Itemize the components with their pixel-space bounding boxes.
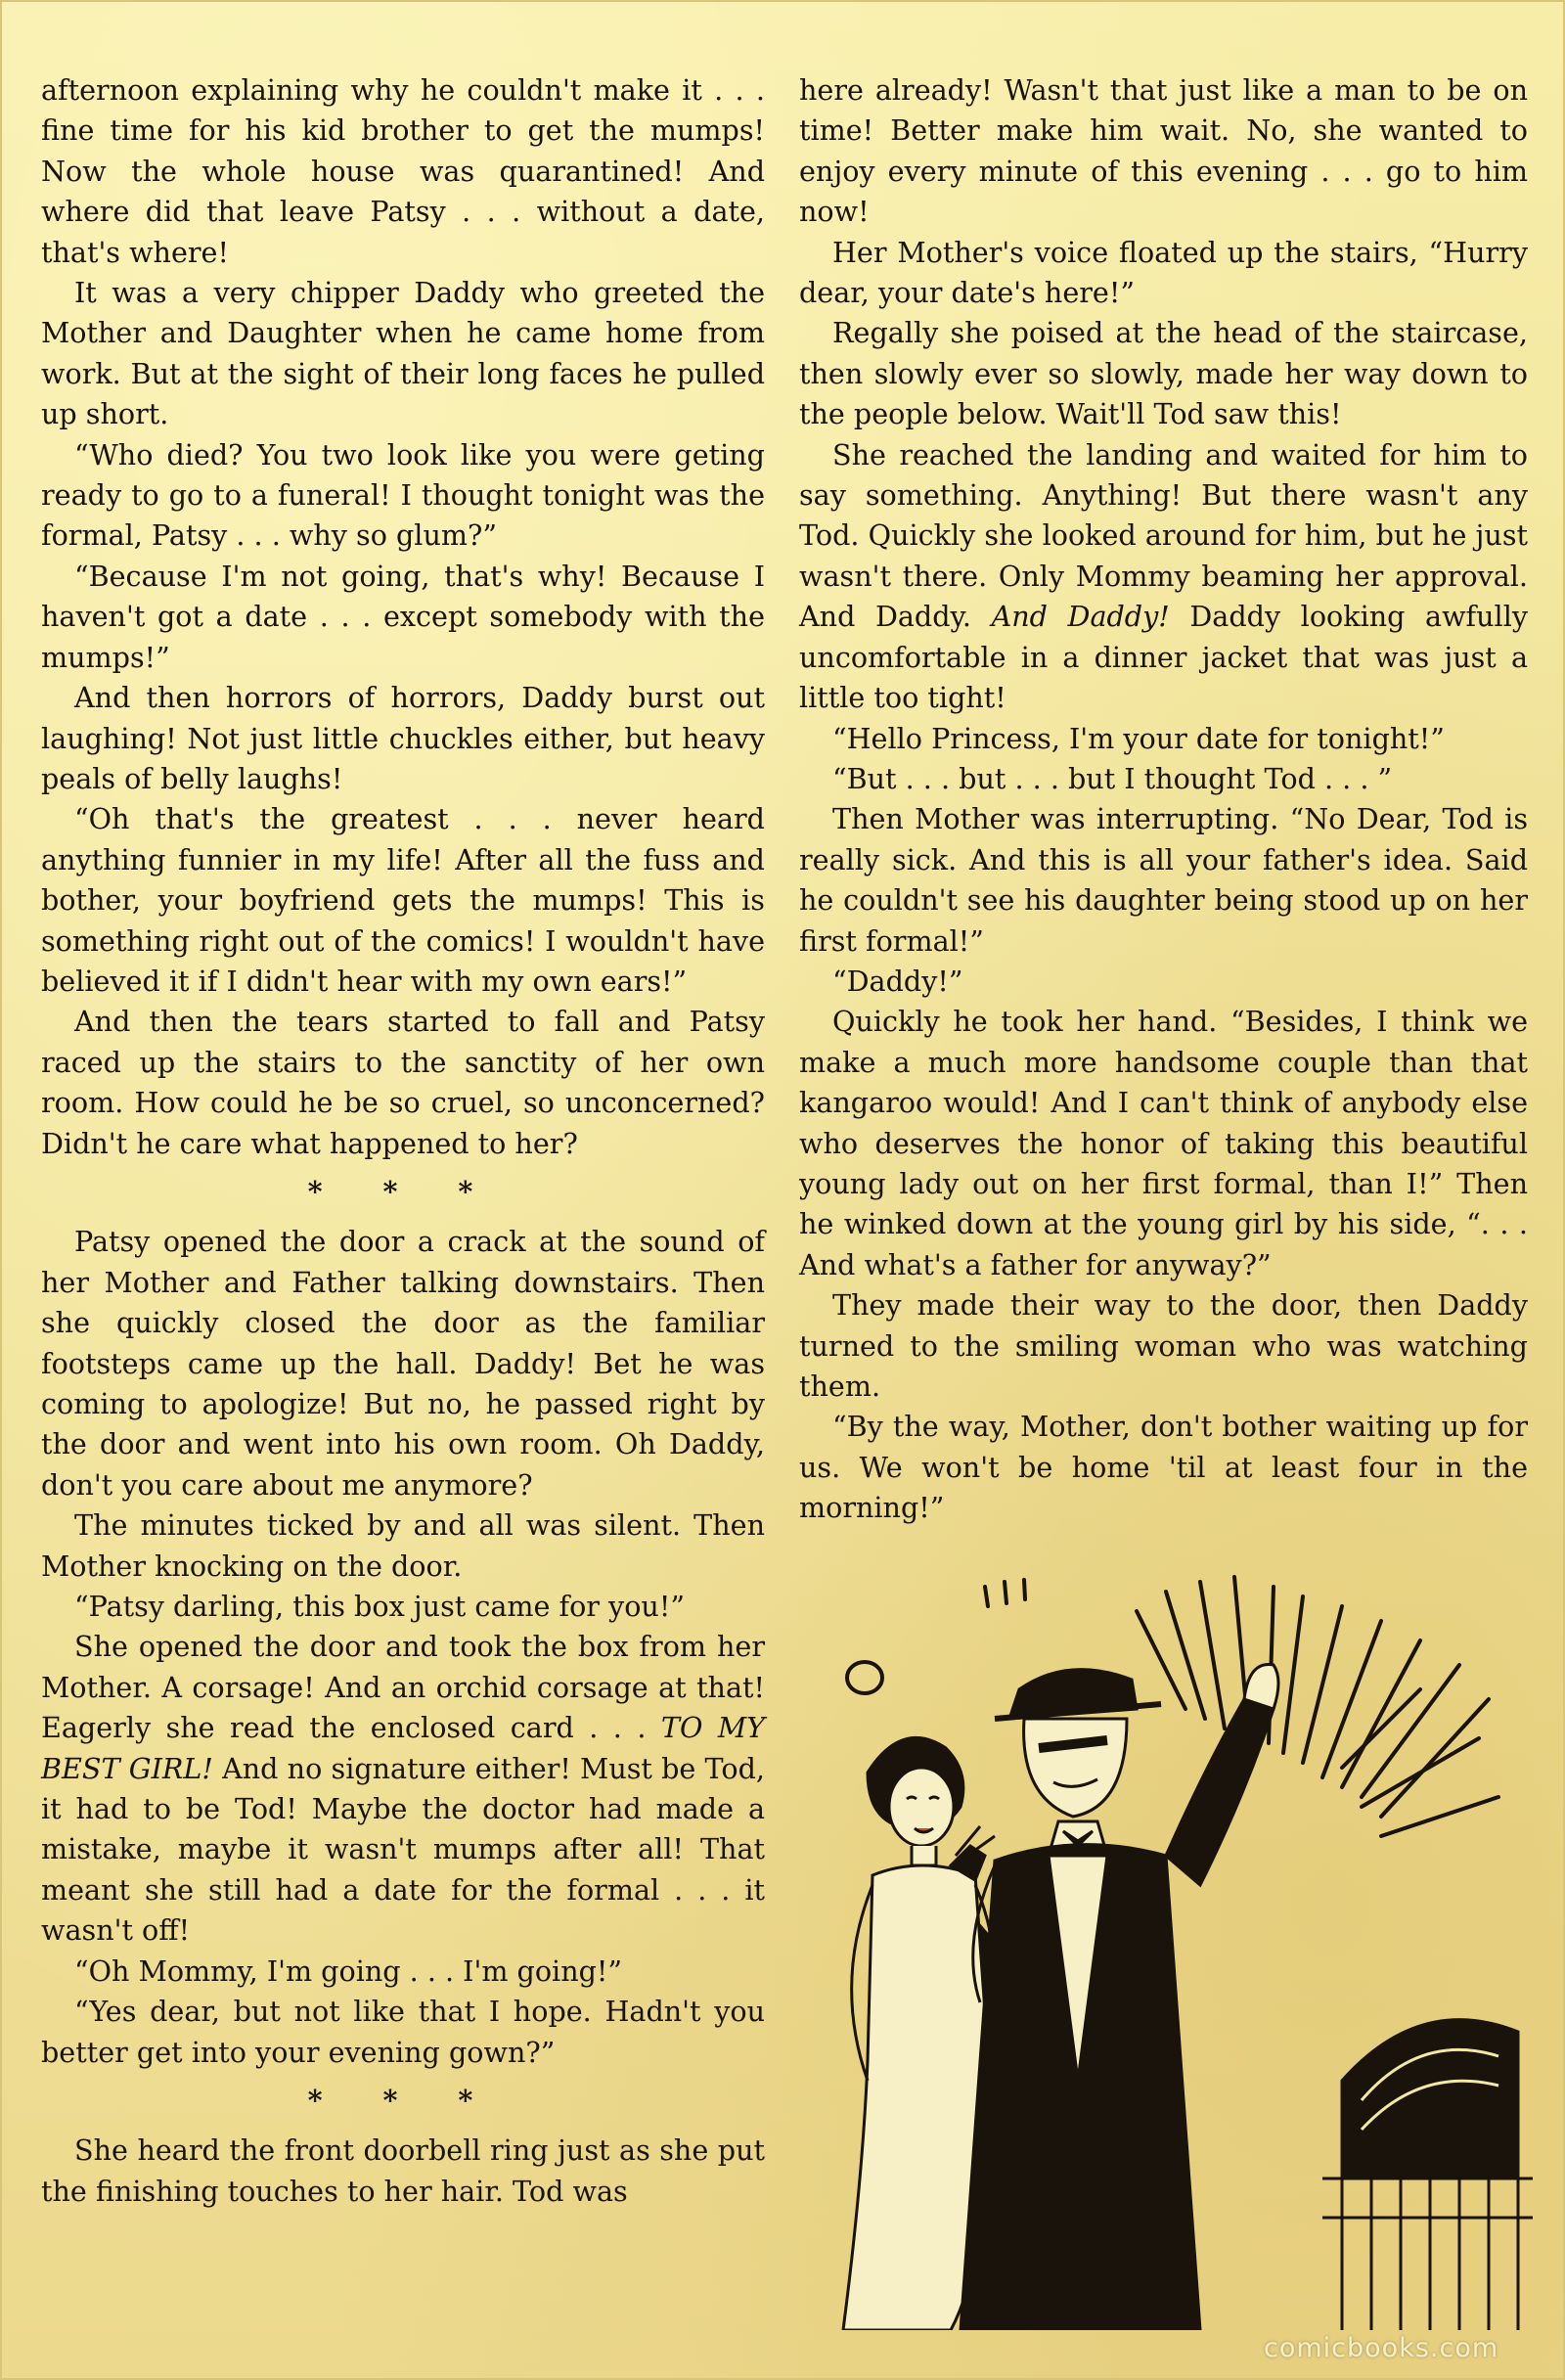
paragraph-card: [41, 1627, 765, 1951]
paragraph: The minutes ticked by and all was silent. Then Mother knocking on the door.: [41, 1508, 765, 1583]
watermark: comicbooks.com: [1264, 2333, 1499, 2363]
paragraph: “Because I'm not going, that's why! Because I haven't got a date . . . except somebody with the mumps!”: [41, 559, 765, 674]
emphasis-text: And Daddy!: [991, 600, 1170, 634]
paragraph-daddy: [799, 435, 1528, 719]
paragraph: “Oh that's the greatest . . . never heard anything funnier in my life! After all the fuss and bother, your boyfriend gets the mumps! This is something right out of the comics! I wouldn't have believed it if I didn't hear with my own ears!”: [41, 802, 765, 998]
paragraph: here already! Wasn't that just like a man to be on time! Better make him wait. No, she wanted to enjoy every minute of this evening . . . go to him now!: [799, 73, 1528, 229]
paragraph: It was a very chipper Daddy who greeted the Mother and Daughter when he came home from work. But at the sight of their long faces he pulled up short.: [41, 276, 765, 431]
paragraph: And then horrors of horrors, Daddy burst out laughing! Not just little chuckles either, but heavy peals of belly laughs!: [41, 681, 765, 795]
paragraph: She heard the front doorbell ring just as she put the finishing touches to her hair. Tod was: [41, 2133, 765, 2208]
paragraph: “Oh Mommy, I'm going . . . I'm going!”: [74, 1953, 623, 1988]
paragraph: “But . . . but . . . but I thought Tod . . . ”: [832, 761, 1393, 795]
paragraph: “Daddy!”: [832, 964, 963, 998]
scene-break-1: * * *: [307, 1174, 499, 1208]
card-text: TO MY BEST GIRL!: [41, 1711, 765, 1785]
paragraph: Her Mother's voice floated up the stairs, “Hurry dear, your date's here!”: [799, 235, 1528, 310]
scene-break-2: * * *: [307, 2083, 499, 2117]
paragraph-part: Daddy looking awfully uncomfortable in a dinner jacket that was just a little too tight!: [799, 600, 1528, 715]
paragraph: “Yes dear, but not like that I hope. Hadn't you better get into your evening gown?”: [41, 1995, 765, 2069]
paragraph-part: She opened the door and took the box from her Mother. A corsage! And an orchid corsage at that! Eagerly she read the enclosed card . . .: [41, 1630, 765, 1745]
paragraph: Then Mother was interrupting. “No Dear, Tod is really sick. And this is all your father's idea. Said he couldn't see his daughter being stood up on her first formal!”: [799, 802, 1528, 958]
left-text-column: [41, 70, 765, 2212]
paragraph: “Patsy darling, this box just came for you!”: [74, 1590, 685, 1624]
paragraph-part: And no signature either! Must be Tod, it had to be Tod! Maybe the doctor had made a mistake, maybe it wasn't mumps after all! That meant she still had a date for the formal . . . it wasn't off!: [41, 1751, 766, 1948]
paragraph: afternoon explaining why he couldn't make it . . . fine time for his kid brother to get the mumps! Now the whole house was quarantined! And where did that leave Patsy . . . without a date, that's where!: [41, 73, 765, 269]
paragraph: Patsy opened the door a crack at the sound of her Mother and Father talking downstairs. Then she quickly closed the door as the familiar footsteps came up the hall. Daddy! Bet he was coming to apologize! But no, he passed right by the door and went into his own room. Oh Daddy, don't you care about me anymore?: [41, 1225, 765, 1502]
paragraph: Regally she poised at the head of the staircase, then slowly ever so slowly, made her way down to the people below. Wait'll Tod saw this!: [799, 316, 1528, 431]
paragraph: “Hello Princess, I'm your date for tonight!”: [832, 721, 1445, 755]
paragraph: Quickly he took her hand. “Besides, I think we make a much more handsome couple than that kangaroo would! And I can't think of anybody else who deserves the honor of taking this beautiful young lady out on her first formal, than I!” Then he winked down at the young girl by his side, “. . . And what's a father for anyway?”: [799, 1005, 1528, 1281]
paragraph: “By the way, Mother, don't bother waiting up for us. We won't be home 'til at least four in the morning!”: [799, 1410, 1528, 1525]
father-daughter-illustration: [814, 1572, 1533, 2330]
paragraph-part: She reached the landing and waited for him to say something. Anything! But there wasn't any Tod. Quickly she looked around for him, but he just wasn't there. Only Mommy beaming her approval. And Daddy.: [799, 437, 1528, 634]
paragraph: “Who died? You two look like you were geting ready to go to a funeral! I thought tonight was the formal, Patsy . . . why so glum?”: [41, 437, 765, 553]
right-text-column: [799, 70, 1528, 1529]
paragraph: They made their way to the door, then Daddy turned to the smiling woman who was watching them.: [799, 1288, 1528, 1403]
paragraph: And then the tears started to fall and Patsy raced up the stairs to the sanctity of her own room. How could he be so cruel, so unconcerned? Didn't he care what happened to her?: [41, 1005, 765, 1160]
